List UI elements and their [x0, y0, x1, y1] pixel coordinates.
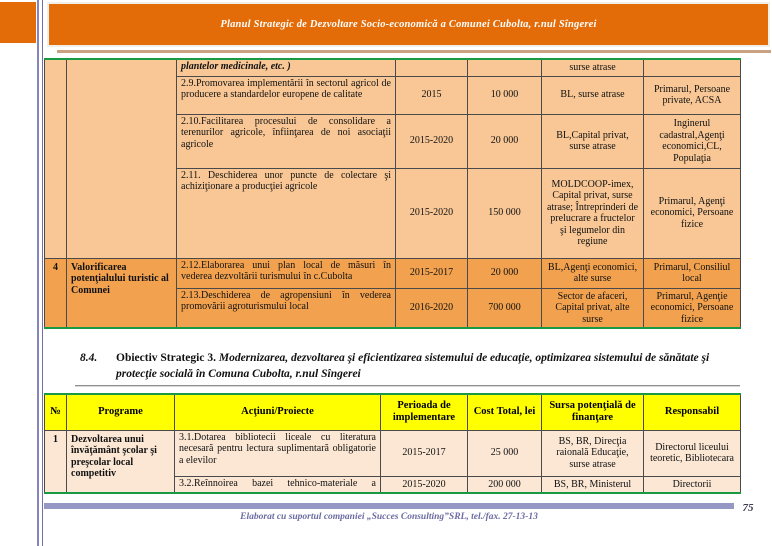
funding-source-cell: BS, BR, Ministerul: [542, 476, 644, 493]
header-banner: [47, 2, 770, 47]
footer-rule-bar: [44, 503, 734, 509]
table-row: [45, 430, 741, 476]
action-cell: 2.13.Deschiderea de agropensiuni în vederea promovării agroturismului local: [177, 288, 396, 328]
cost-cell: 20 000: [468, 114, 542, 168]
education-table: [44, 393, 741, 494]
action-cell: 2.9.Promovarea implementării în sectorul agricol de producere a standardelor europene de calitate: [177, 76, 396, 114]
responsible-cell: Primarul, Agenţie economici, Persoane fizice: [644, 288, 741, 328]
row-number-cell: 4: [45, 258, 67, 328]
table-header-row: [45, 394, 741, 430]
column-header-nr: №: [45, 394, 67, 430]
section-number: 8.4.: [80, 352, 98, 364]
funding-source-cell: MOLDCOOP-imex, Capital privat, surse atrase; Întreprinderi de prelucrare a fructelor şi legumelor din regiune: [542, 168, 644, 258]
responsible-cell: Primarul, Persoane private, ACSA: [644, 76, 741, 114]
page-number: 75: [742, 502, 754, 514]
table-row: [45, 258, 741, 288]
strategic-table-continued: [44, 58, 741, 329]
column-header-programe: Programe: [67, 394, 175, 430]
cost-cell: 10 000: [468, 76, 542, 114]
column-header-cost: Cost Total, lei: [468, 394, 542, 430]
action-cell: 3.1.Dotarea bibliotecii liceale cu literatura necesară pentru lectura suplimentară obligatorie a elevilor: [175, 430, 381, 476]
objective-title: Modernizarea, dezvoltarea şi eficientizarea sistemului de educaţie, optimizarea sistemului de sănătate şi protecţie socială în Comuna Cubolta, r.nul Sîngerei: [116, 352, 710, 380]
funding-source-cell: BL,Capital privat, surse atrase: [542, 114, 644, 168]
page-margin-line: [37, 0, 39, 546]
responsible-cell: Primarul, Agenţi economici, Persoane fizice: [644, 168, 741, 258]
cost-cell: [468, 59, 542, 76]
program-cell: Valorificarea potenţialului turistic al Comunei: [67, 258, 177, 328]
page-margin-line-inner: [42, 0, 43, 546]
responsible-cell: Primarul, Consiliul local: [644, 258, 741, 288]
period-cell: [396, 59, 468, 76]
funding-source-cell: BL,Agenţi economici, alte surse: [542, 258, 644, 288]
section-heading: [80, 351, 742, 382]
funding-source-cell: BL, surse atrase: [542, 76, 644, 114]
period-cell: 2015-2017: [396, 258, 468, 288]
row-number-cell: [45, 59, 67, 258]
responsible-cell: [644, 59, 741, 76]
period-cell: 2016-2020: [396, 288, 468, 328]
cost-cell: 20 000: [468, 258, 542, 288]
period-cell: 2015-2020: [381, 476, 468, 493]
period-cell: 2015-2017: [381, 430, 468, 476]
column-header-actiuni: Acţiuni/Proiecte: [175, 394, 381, 430]
heading-underline: [75, 385, 740, 387]
column-header-sursa: Sursa potenţială de finanţare: [542, 394, 644, 430]
cost-cell: 700 000: [468, 288, 542, 328]
responsible-cell: Directorul liceului teoretic, Bibliotecara: [644, 430, 741, 476]
row-number-cell: 1: [45, 430, 67, 493]
funding-source-cell: BS, BR, Direcţia raională Educaţie, surse atrase: [542, 430, 644, 476]
document-title: Planul Strategic de Dezvoltare Socio-economică a Comunei Cubolta, r.nul Sîngerei: [220, 19, 597, 30]
header-banner-shadow: [57, 50, 771, 53]
column-header-responsabil: Responsabil: [644, 394, 741, 430]
section-title: [116, 351, 742, 382]
action-cell: 2.11. Deschiderea unor puncte de colectare şi achiziţionare a producţiei agricole: [177, 168, 396, 258]
program-cell: [67, 59, 177, 258]
program-cell: Dezvoltarea unui învăţământ şcolar şi preşcolar local competitiv: [67, 430, 175, 493]
funding-source-cell: surse atrase: [542, 59, 644, 76]
action-cell: 2.10.Facilitarea procesului de consolidare a terenurilor agricole, înfiinţarea de noi asociaţii agricole: [177, 114, 396, 168]
responsible-cell: Inginerul cadastral,Agenţi economici,CL, Populaţia: [644, 114, 741, 168]
cost-cell: 150 000: [468, 168, 542, 258]
footer-text: Elaborat cu suportul companiei „Succes Consulting”SRL, tel./fax. 27-13-13: [240, 512, 538, 522]
action-cell: plantelor medicinale, etc. ): [177, 59, 396, 76]
funding-source-cell: Sector de afaceri, Capital privat, alte surse: [542, 288, 644, 328]
responsible-cell: Directorii: [644, 476, 741, 493]
table-row: [45, 59, 741, 76]
action-cell: 3.2.Reînnoirea bazei tehnico-materiale a: [175, 476, 381, 493]
column-header-perioada: Perioada de implementare: [381, 394, 468, 430]
cost-cell: 25 000: [468, 430, 542, 476]
period-cell: 2015-2020: [396, 114, 468, 168]
cost-cell: 200 000: [468, 476, 542, 493]
objective-label: Obiectiv Strategic 3.: [116, 352, 216, 364]
period-cell: 2015: [396, 76, 468, 114]
header-left-block: [0, 2, 36, 43]
period-cell: 2015-2020: [396, 168, 468, 258]
action-cell: 2.12.Elaborarea unui plan local de măsuri în vederea dezvoltării turismului în c.Cubolta: [177, 258, 396, 288]
